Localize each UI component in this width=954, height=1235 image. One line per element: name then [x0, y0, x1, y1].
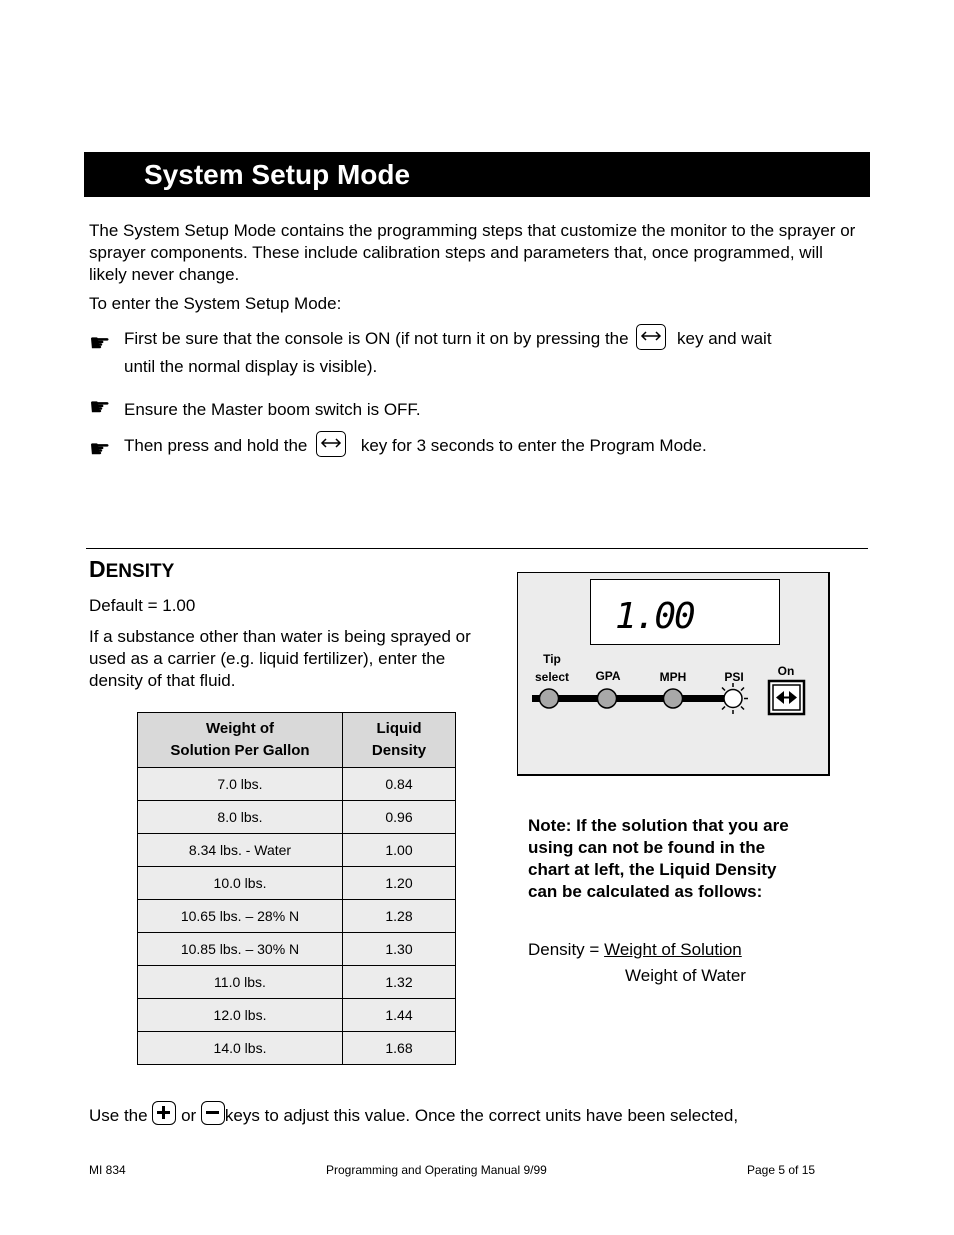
step-3-line — [124, 431, 707, 457]
on-key-icon — [769, 681, 804, 714]
title-banner — [84, 152, 870, 197]
table-cell: 1.00 — [343, 834, 456, 867]
mph-label: MPH — [659, 670, 687, 684]
table-cell: 1.20 — [343, 867, 456, 900]
lcd-display — [590, 579, 780, 645]
adjust-text-after: keys to adjust this value. Once the correct units have been selected, — [224, 1106, 739, 1125]
adjust-instructions — [89, 1101, 738, 1127]
table-row — [138, 933, 456, 966]
step-1-text-after: key and wait — [677, 329, 772, 348]
step-3 — [89, 436, 111, 463]
table-row — [138, 768, 456, 801]
gpa-label: GPA — [595, 669, 621, 683]
gpa-indicator — [598, 689, 617, 708]
table-row — [138, 999, 456, 1032]
step-1-line-2: until the normal display is visible). — [124, 357, 378, 376]
table-cell: 1.68 — [343, 1032, 456, 1065]
table-cell: 10.65 lbs. – 28% N — [138, 900, 343, 933]
step-2-text: Ensure the Master boom switch is OFF. — [124, 400, 421, 419]
table-cell: 10.85 lbs. – 30% N — [138, 933, 343, 966]
footer-manual-title: Programming and Operating Manual 9/99 — [326, 1163, 547, 1177]
enter-instructions-label: To enter the System Setup Mode: — [89, 294, 342, 313]
table-cell: 12.0 lbs. — [138, 999, 343, 1032]
console-illustration — [517, 572, 830, 776]
footer-doc-id: MI 834 — [89, 1163, 126, 1177]
adjust-text-before: Use the — [89, 1106, 148, 1125]
table-cell: 0.84 — [343, 768, 456, 801]
table-cell: 14.0 lbs. — [138, 1032, 343, 1065]
tip-select-indicator — [540, 689, 559, 708]
step-2 — [89, 394, 111, 421]
selector-bar — [518, 673, 828, 723]
on-label: On — [777, 664, 795, 678]
density-heading: DENSITY — [89, 556, 175, 582]
column-header-weight: Weight of Solution Per Gallon — [138, 713, 343, 768]
footer-page-number: Page 5 of 15 — [747, 1163, 816, 1177]
psi-label: PSI — [724, 670, 744, 684]
table-cell: 10.0 lbs. — [138, 867, 343, 900]
step-1-text-before: First be sure that the console is ON (if not turn it on by pressing the — [124, 329, 629, 348]
column-header-density: Liquid Density — [343, 713, 456, 768]
density-description: If a substance other than water is being sprayed or used as a carrier (e.g. liquid fertilizer), enter the density of that fluid. — [89, 627, 471, 690]
table-cell: 7.0 lbs. — [138, 768, 343, 801]
pointing-hand-icon: ☛ — [89, 330, 111, 357]
table-row — [138, 801, 456, 834]
minus-key-icon — [201, 1101, 225, 1125]
tip-select-label: Tip select — [534, 652, 570, 684]
pointing-hand-icon: ☛ — [89, 394, 111, 421]
intro-paragraph: The System Setup Mode contains the programming steps that customize the monitor to the sprayer or sprayer components. These include calibration steps and parameters that, once programmed, will likely never change. — [89, 221, 856, 284]
density-default: Default = 1.00 — [89, 596, 196, 615]
step-3-text-after: key for 3 seconds to enter the Program Mode. — [360, 436, 707, 455]
table-cell: 0.96 — [343, 801, 456, 834]
step-1-line-1 — [124, 324, 772, 350]
density-formula — [528, 937, 742, 963]
table-cell: 8.34 lbs. - Water — [138, 834, 343, 867]
table-cell: 1.28 — [343, 900, 456, 933]
table-row — [138, 900, 456, 933]
table-row — [138, 1032, 456, 1065]
table-row — [138, 966, 456, 999]
step-3-text-before: Then press and hold the — [124, 436, 308, 455]
note-text: Note: If the solution that you are using can not be found in the chart at left, the Liquid Density can be calculated as follows: — [528, 816, 789, 901]
page-title: System Setup Mode — [144, 159, 411, 190]
lcd-value: 1.00 — [615, 596, 694, 637]
on-off-key-icon — [636, 324, 666, 350]
plus-key-icon — [152, 1101, 176, 1125]
table-cell: 11.0 lbs. — [138, 966, 343, 999]
mph-indicator — [664, 689, 683, 708]
density-table — [137, 712, 456, 1065]
table-cell: 1.44 — [343, 999, 456, 1032]
step-1 — [89, 330, 111, 357]
section-divider — [86, 548, 868, 549]
table-row — [138, 867, 456, 900]
adjust-text-middle: or — [181, 1106, 197, 1125]
table-cell: 8.0 lbs. — [138, 801, 343, 834]
formula-numerator: Weight of Solution — [604, 940, 742, 959]
pointing-hand-icon: ☛ — [89, 436, 111, 463]
table-header-row — [138, 713, 456, 768]
table-row — [138, 834, 456, 867]
formula-denominator: Weight of Water — [625, 966, 746, 985]
table-cell: 1.30 — [343, 933, 456, 966]
formula-label: Density = — [528, 940, 600, 959]
on-off-key-icon — [316, 431, 346, 457]
table-cell: 1.32 — [343, 966, 456, 999]
